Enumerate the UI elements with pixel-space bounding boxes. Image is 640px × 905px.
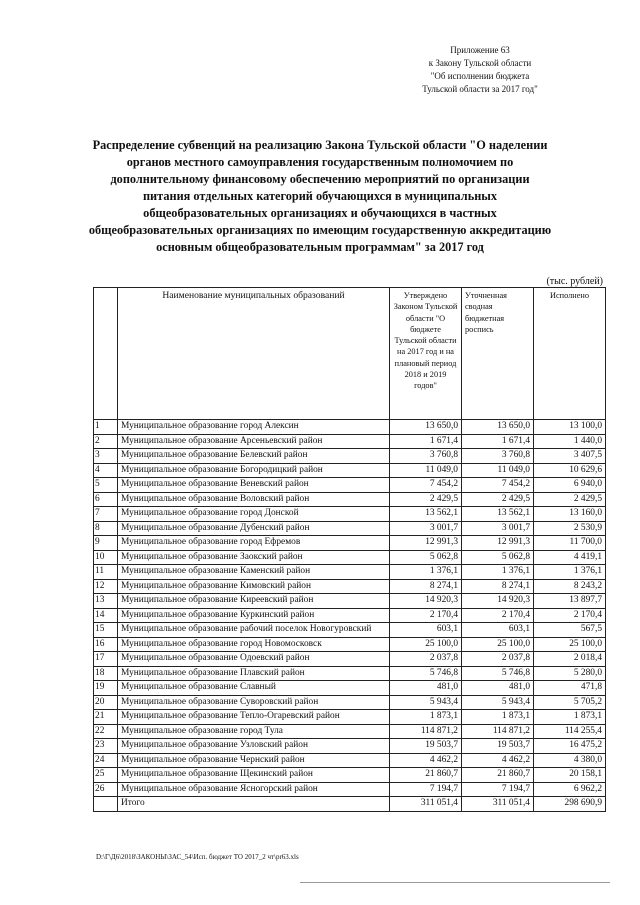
row-refined: 12 991,3 [462, 536, 534, 551]
row-name: Муниципальное образование Славный [118, 681, 390, 696]
row-approved: 603,1 [390, 623, 462, 638]
table-row [94, 753, 606, 768]
row-name: Муниципальное образование Заокский район [118, 550, 390, 565]
total-row [94, 797, 606, 812]
row-name: Муниципальное образование Куркинский район [118, 608, 390, 623]
row-refined: 114 871,2 [462, 724, 534, 739]
row-approved: 1 873,1 [390, 710, 462, 725]
title-line-1: Распределение субвенций на реализацию Закона Тульской области "О наделении [92, 138, 548, 152]
row-refined: 5 943,4 [462, 695, 534, 710]
row-approved: 11 049,0 [390, 463, 462, 478]
row-refined: 3 760,8 [462, 449, 534, 464]
units-label: (тыс. рублей) [546, 276, 603, 287]
row-name: Муниципальное образование Каменский район [118, 565, 390, 580]
row-name: Муниципальное образование Веневский район [118, 478, 390, 493]
row-name: Муниципальное образование Одоевский район [118, 652, 390, 667]
row-name: Муниципальное образование город Донской [118, 507, 390, 522]
table-row [94, 579, 606, 594]
table-row [94, 768, 606, 783]
title-line-7: основным общеобразовательным программам" за 2017 год [156, 240, 484, 254]
row-approved: 2 037,8 [390, 652, 462, 667]
row-executed: 114 255,4 [534, 724, 606, 739]
row-number: 24 [94, 753, 118, 768]
row-refined: 311 051,4 [462, 797, 534, 812]
table-header-row [94, 288, 606, 420]
row-executed: 13 100,0 [534, 420, 606, 435]
table-row [94, 652, 606, 667]
row-name: Муниципальное образование Киреевский район [118, 594, 390, 609]
row-approved: 13 650,0 [390, 420, 462, 435]
row-number: 11 [94, 565, 118, 580]
row-name: Итого [118, 797, 390, 812]
row-number: 8 [94, 521, 118, 536]
row-name: Муниципальное образование Белевский район [118, 449, 390, 464]
subventions-table [93, 287, 606, 812]
header-executed: Исполнено [534, 288, 606, 420]
row-number: 13 [94, 594, 118, 609]
table-row [94, 782, 606, 797]
row-refined: 2 037,8 [462, 652, 534, 667]
page-divider [300, 882, 610, 883]
row-executed: 3 407,5 [534, 449, 606, 464]
table-row [94, 434, 606, 449]
table-row [94, 420, 606, 435]
row-executed: 298 690,9 [534, 797, 606, 812]
row-number: 5 [94, 478, 118, 493]
row-executed: 25 100,0 [534, 637, 606, 652]
row-number: 14 [94, 608, 118, 623]
row-number: 9 [94, 536, 118, 551]
row-number: 26 [94, 782, 118, 797]
row-executed: 2 530,9 [534, 521, 606, 536]
row-executed: 5 280,0 [534, 666, 606, 681]
row-executed: 471,8 [534, 681, 606, 696]
table-row [94, 666, 606, 681]
title-line-4: питания отдельных категорий обучающихся в муниципальных [142, 189, 498, 203]
row-executed: 10 629,6 [534, 463, 606, 478]
row-approved: 5 746,8 [390, 666, 462, 681]
row-refined: 7 194,7 [462, 782, 534, 797]
row-number: 16 [94, 637, 118, 652]
row-refined: 1 376,1 [462, 565, 534, 580]
row-approved: 25 100,0 [390, 637, 462, 652]
table-row [94, 739, 606, 754]
table-row [94, 710, 606, 725]
row-number: 7 [94, 507, 118, 522]
row-approved: 114 871,2 [390, 724, 462, 739]
row-executed: 13 897,7 [534, 594, 606, 609]
row-refined: 5 062,8 [462, 550, 534, 565]
row-number: 4 [94, 463, 118, 478]
row-approved: 311 051,4 [390, 797, 462, 812]
row-approved: 19 503,7 [390, 739, 462, 754]
header-refined: Уточненная сводная бюджетная роспись [462, 288, 534, 420]
header-approved: Утверждено Законом Тульской области "О бюджете Тульской области на 2017 год и на плановый период 2018 и 2019 годов" [390, 288, 462, 420]
table-row [94, 550, 606, 565]
row-name: Муниципальное образование Щекинский район [118, 768, 390, 783]
row-number: 15 [94, 623, 118, 638]
row-approved: 5 062,8 [390, 550, 462, 565]
row-number: 20 [94, 695, 118, 710]
row-approved: 3 001,7 [390, 521, 462, 536]
table-row [94, 637, 606, 652]
table-row [94, 536, 606, 551]
row-number: 12 [94, 579, 118, 594]
row-refined: 2 170,4 [462, 608, 534, 623]
row-refined: 25 100,0 [462, 637, 534, 652]
row-approved: 1 671,4 [390, 434, 462, 449]
row-executed: 2 018,4 [534, 652, 606, 667]
table-row [94, 724, 606, 739]
row-refined: 481,0 [462, 681, 534, 696]
table-row [94, 507, 606, 522]
row-name: Муниципальное образование рабочий поселок Новогуровский [118, 623, 390, 638]
row-executed: 1 376,1 [534, 565, 606, 580]
header-name: Наименование муниципальных образований [118, 288, 390, 420]
title-line-6: общеобразовательных организациях по имеющим государственную аккредитацию [88, 223, 552, 237]
row-refined: 21 860,7 [462, 768, 534, 783]
row-number: 10 [94, 550, 118, 565]
table-row [94, 681, 606, 696]
row-number: 6 [94, 492, 118, 507]
row-name: Муниципальное образование Чернский район [118, 753, 390, 768]
row-name: Муниципальное образование Узловский район [118, 739, 390, 754]
row-approved: 14 920,3 [390, 594, 462, 609]
row-name: Муниципальное образование город Ефремов [118, 536, 390, 551]
row-executed: 11 700,0 [534, 536, 606, 551]
row-name: Муниципальное образование Кимовский район [118, 579, 390, 594]
row-refined: 8 274,1 [462, 579, 534, 594]
row-name: Муниципальное образование город Новомосковск [118, 637, 390, 652]
appendix-line-2: к Закону Тульской области [428, 58, 532, 68]
header-number [94, 288, 118, 420]
table-row [94, 449, 606, 464]
row-refined: 5 746,8 [462, 666, 534, 681]
file-path-footer: D:\Г\Д6\2018\ЗАКОНЫ\ЗАС_54\Исп. бюджет ТО 2017_2 чт\pr63.xls [96, 853, 299, 861]
row-approved: 5 943,4 [390, 695, 462, 710]
row-refined: 1 671,4 [462, 434, 534, 449]
row-refined: 19 503,7 [462, 739, 534, 754]
title-line-3: дополнительному финансовому обеспечению мероприятий по организации [110, 172, 530, 186]
row-approved: 1 376,1 [390, 565, 462, 580]
row-number: 17 [94, 652, 118, 667]
row-refined: 14 920,3 [462, 594, 534, 609]
row-refined: 11 049,0 [462, 463, 534, 478]
row-approved: 4 462,2 [390, 753, 462, 768]
row-number: 2 [94, 434, 118, 449]
row-number: 23 [94, 739, 118, 754]
row-name: Муниципальное образование Дубенский район [118, 521, 390, 536]
table-row [94, 608, 606, 623]
row-name: Муниципальное образование Суворовский район [118, 695, 390, 710]
table-row [94, 623, 606, 638]
row-name: Муниципальное образование Ясногорский район [118, 782, 390, 797]
row-name: Муниципальное образование Воловский район [118, 492, 390, 507]
row-executed: 6 962,2 [534, 782, 606, 797]
title-line-2: органов местного самоуправления государственным полномочием по [126, 155, 514, 169]
row-approved: 7 454,2 [390, 478, 462, 493]
row-executed: 5 705,2 [534, 695, 606, 710]
row-refined: 7 454,2 [462, 478, 534, 493]
row-name: Муниципальное образование город Тула [118, 724, 390, 739]
table-row [94, 594, 606, 609]
row-approved: 12 991,3 [390, 536, 462, 551]
row-approved: 2 170,4 [390, 608, 462, 623]
row-approved: 13 562,1 [390, 507, 462, 522]
row-executed: 20 158,1 [534, 768, 606, 783]
row-approved: 481,0 [390, 681, 462, 696]
row-refined: 1 873,1 [462, 710, 534, 725]
table-row [94, 565, 606, 580]
row-number: 22 [94, 724, 118, 739]
row-refined: 13 650,0 [462, 420, 534, 435]
table-body [94, 420, 606, 812]
row-approved: 8 274,1 [390, 579, 462, 594]
row-executed: 4 380,0 [534, 753, 606, 768]
appendix-line-3: "Об исполнении бюджета [430, 71, 530, 81]
table-row [94, 492, 606, 507]
appendix-line-1: Приложение 63 [450, 45, 510, 55]
title-line-5: общеобразовательных организациях и обучающихся в частных [143, 206, 497, 220]
row-number: 21 [94, 710, 118, 725]
row-executed: 2 429,5 [534, 492, 606, 507]
row-name: Муниципальное образование Плавский район [118, 666, 390, 681]
row-executed: 13 160,0 [534, 507, 606, 522]
table-row [94, 521, 606, 536]
row-number: 1 [94, 420, 118, 435]
table-row [94, 478, 606, 493]
row-executed: 4 419,1 [534, 550, 606, 565]
appendix-line-4: Тульской области за 2017 год" [422, 84, 538, 94]
row-number [94, 797, 118, 812]
row-number: 25 [94, 768, 118, 783]
appendix-block [380, 44, 580, 96]
row-number: 19 [94, 681, 118, 696]
row-refined: 603,1 [462, 623, 534, 638]
table-row [94, 463, 606, 478]
row-approved: 21 860,7 [390, 768, 462, 783]
row-executed: 1 440,0 [534, 434, 606, 449]
row-number: 18 [94, 666, 118, 681]
row-name: Муниципальное образование город Алексин [118, 420, 390, 435]
row-refined: 3 001,7 [462, 521, 534, 536]
row-approved: 7 194,7 [390, 782, 462, 797]
row-executed: 8 243,2 [534, 579, 606, 594]
row-refined: 13 562,1 [462, 507, 534, 522]
row-name: Муниципальное образование Арсеньевский район [118, 434, 390, 449]
row-name: Муниципальное образование Тепло-Огаревский район [118, 710, 390, 725]
row-executed: 6 940,0 [534, 478, 606, 493]
row-executed: 16 475,2 [534, 739, 606, 754]
row-name: Муниципальное образование Богородицкий район [118, 463, 390, 478]
row-approved: 2 429,5 [390, 492, 462, 507]
row-refined: 2 429,5 [462, 492, 534, 507]
row-refined: 4 462,2 [462, 753, 534, 768]
document-title [85, 137, 555, 256]
row-executed: 1 873,1 [534, 710, 606, 725]
table-row [94, 695, 606, 710]
row-approved: 3 760,8 [390, 449, 462, 464]
row-executed: 567,5 [534, 623, 606, 638]
row-executed: 2 170,4 [534, 608, 606, 623]
row-number: 3 [94, 449, 118, 464]
